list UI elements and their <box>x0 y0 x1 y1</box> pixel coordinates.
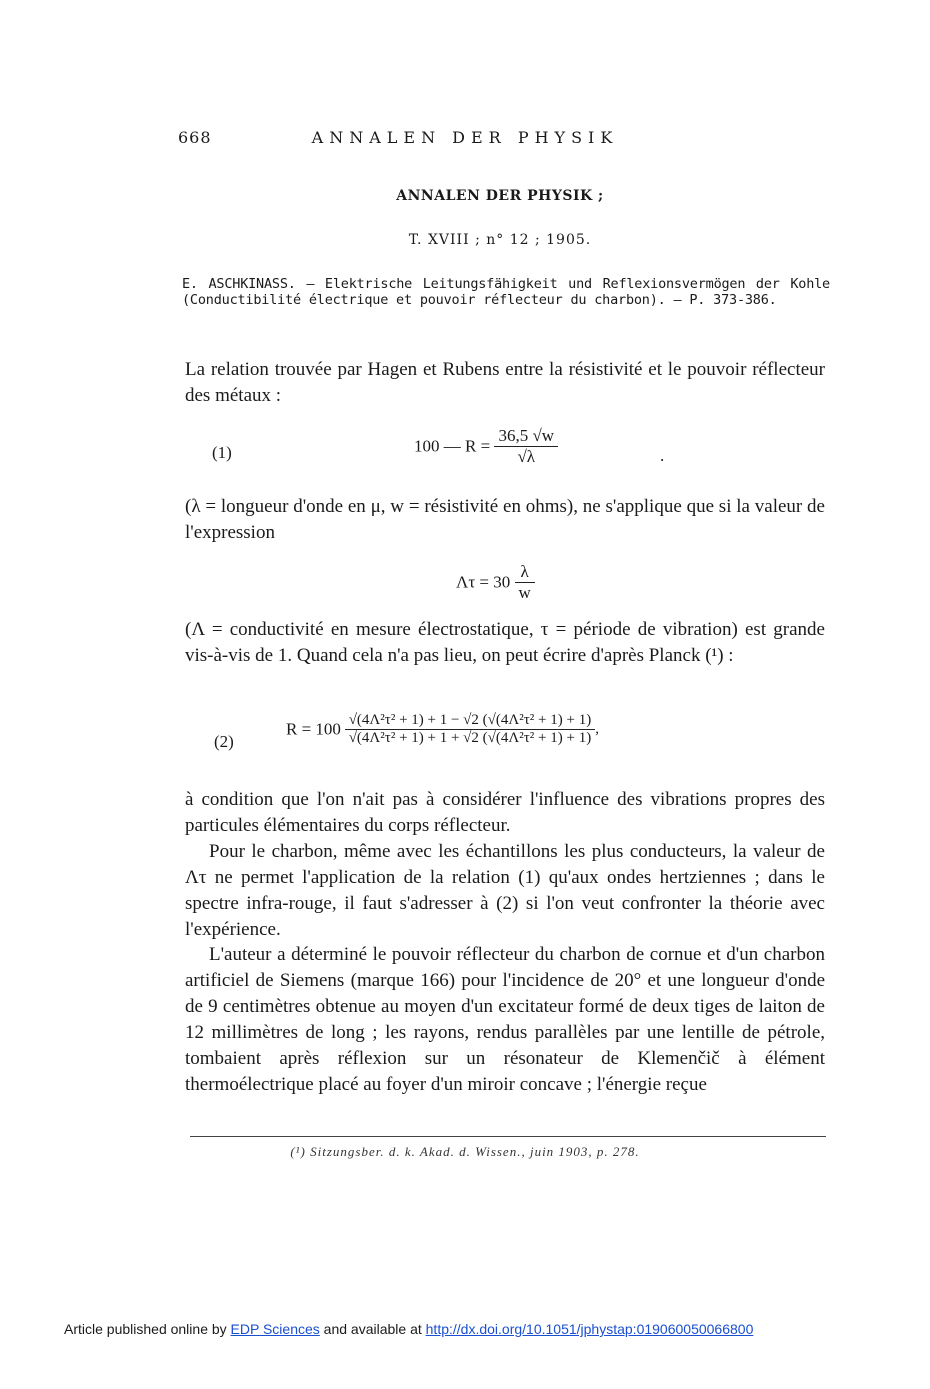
equation-1 <box>414 426 558 467</box>
paragraph-2: (λ = longueur d'onde en μ, w = résistivité en ohms), ne s'applique que si la valeur de l'expression <box>185 496 825 543</box>
footnote-divider <box>190 1136 826 1137</box>
equation-lambda-tau-numerator: λ <box>515 562 535 583</box>
reference-entry <box>182 276 830 308</box>
paragraph-1: La relation trouvée par Hagen et Rubens entre la résistivité et le pouvoir réflecteur des métaux : <box>185 359 825 406</box>
equation-2-comma: , <box>595 721 599 737</box>
publisher-link[interactable]: EDP Sciences <box>230 1321 320 1337</box>
publication-footer <box>64 1321 753 1337</box>
reference-author: E. ASCHKINASS. <box>182 276 296 292</box>
equation-1-period: . <box>660 446 665 465</box>
volume-line: T. XVIII ; n° 12 ; 1905. <box>408 232 592 248</box>
paragraph-3: (Λ = conductivité en mesure électrostatique, τ = période de vibration) est grande vis-à-vis de 1. Quand cela n'a pas lieu, on peut écrire d'après Planck (¹) : <box>185 619 825 666</box>
equation-2-denominator: √(4Λ²τ² + 1) + 1 + √2 (√(4Λ²τ² + 1) + 1) <box>348 730 592 746</box>
footer-prefix: Article published online by <box>64 1321 231 1337</box>
page-number: 668 <box>178 128 212 147</box>
equation-1-denominator: √λ <box>517 447 536 466</box>
equation-2-numerator: √(4Λ²τ² + 1) + 1 − √2 (√(4Λ²τ² + 1) + 1) <box>345 712 596 730</box>
equation-2-number: (2) <box>214 732 234 751</box>
paragraph-4: à condition que l'on n'ait pas à considérer l'influence des vibrations propres des particules élémentaires du corps réflecteur. <box>185 789 825 836</box>
paragraph-5: Pour le charbon, même avec les échantillons les plus conducteurs, la valeur de Λτ ne permet l'application de la relation (1) qu'aux ondes hertziennes ; dans le spectre infra-rouge, il faut s'adresser à (2) si l'on veut confronter la théorie avec l'expérience. <box>185 841 825 940</box>
equation-lambda-tau-denominator: w <box>518 583 531 602</box>
equation-lambda-tau-lhs: Λτ = 30 <box>456 572 511 592</box>
doi-link[interactable]: http://dx.doi.org/10.1051/jphystap:019060050066800 <box>425 1321 754 1337</box>
equation-1-number: (1) <box>212 443 232 462</box>
journal-title: ANNALEN DER PHYSIK ; <box>396 188 604 204</box>
equation-2-lhs: R = 100 <box>286 719 341 739</box>
footer-middle: and available at <box>319 1321 426 1337</box>
running-head: ANNALEN DER PHYSIK <box>311 128 619 147</box>
equation-1-lhs: 100 — R = <box>414 436 491 456</box>
footnote: (¹) Sitzungsber. d. k. Akad. d. Wissen., juin 1903, p. 278. <box>290 1144 640 1159</box>
reference-text: — Elektrische Leitungsfähigkeit und Reflexionsvermögen der Kohle (Conductibilité électrique et pouvoir réflecteur du charbon). — P. 373-386. <box>182 276 830 308</box>
equation-lambda-tau <box>456 562 535 603</box>
paragraph-6: L'auteur a déterminé le pouvoir réflecteur du charbon de cornue et d'un charbon artificiel de Siemens (marque 166) pour l'incidence de 20° et une longueur d'onde de 9 centimètres obtenue au moyen d'un excitateur formé de deux tiges de laiton de 12 millimètres de long ; les rayons, rendus parallèles par une lentille de pétrole, tombaient après réflexion sur un résonateur de Klemenčič à élément thermoélectrique placé au foyer d'un miroir concave ; l'énergie reçue <box>185 944 825 1095</box>
equation-2 <box>286 712 599 747</box>
equation-1-numerator: 36,5 √w <box>494 426 558 447</box>
